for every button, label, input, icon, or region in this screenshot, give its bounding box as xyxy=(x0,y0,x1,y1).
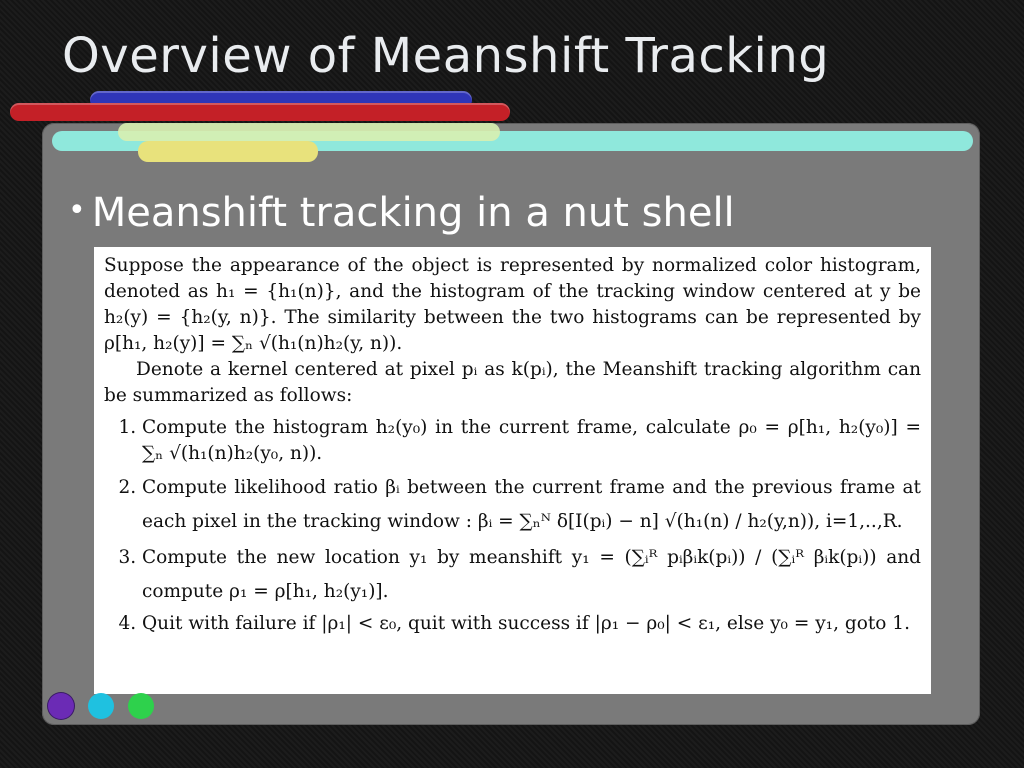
algorithm-steps xyxy=(104,415,921,637)
algorithm-step: 4. Quit with failure if |ρ₁| < ε₀, quit with success if |ρ₁ − ρ₀| < ε₁, else y₀ = y₁, goto 1. xyxy=(142,611,921,637)
paper-excerpt xyxy=(94,247,931,694)
decorative-bar-lime xyxy=(118,123,500,141)
algorithm-step: 1. Compute the histogram h₂(y₀) in the current frame, calculate ρ₀ = ρ[h₁, h₂(y₀)] = ∑ₙ √(h₁(n)h₂(y₀, n)). xyxy=(142,415,921,467)
decorative-circle-green xyxy=(128,693,154,719)
decorative-circle-cyan xyxy=(88,693,114,719)
slide-title: Overview of Meanshift Tracking xyxy=(62,28,830,84)
algorithm-step: 2. Compute likelihood ratio βᵢ between the current frame and the previous frame at each pixel in the tracking window : βᵢ = ∑ₙᴺ δ[I(pᵢ) − n] √(h₁(n) / h₂(y,n)), i=1,..,R. xyxy=(142,471,921,539)
decorative-bar-yellow xyxy=(138,141,318,162)
decorative-circle-purple xyxy=(48,693,74,719)
bullet-text: Meanshift tracking in a nut shell xyxy=(91,190,735,236)
algorithm-step: 3. Compute the new location y₁ by meanshift y₁ = (∑ᵢᴿ pᵢβᵢk(pᵢ)) / (∑ᵢᴿ βᵢk(pᵢ)) and compute ρ₁ = ρ[h₁, h₂(y₁)]. xyxy=(142,541,921,609)
paragraph-histogram: Suppose the appearance of the object is represented by normalized color histogram, denoted as h₁ = {h₁(n)}, and the histogram of the tracking window centered at y be h₂(y) = {h₂(y, n)}. The similarity between the two histograms can be represented by ρ[h₁, h₂(y)] = ∑ₙ √(h₁(n)h₂(y, n)). xyxy=(104,255,921,354)
bullet-point xyxy=(68,190,735,236)
paragraph-kernel: Denote a kernel centered at pixel pᵢ as k(pᵢ), the Meanshift tracking algorithm can be summarized as follows: xyxy=(104,359,921,406)
bullet-dot-icon: • xyxy=(68,193,86,228)
decorative-bar-red xyxy=(10,103,510,121)
